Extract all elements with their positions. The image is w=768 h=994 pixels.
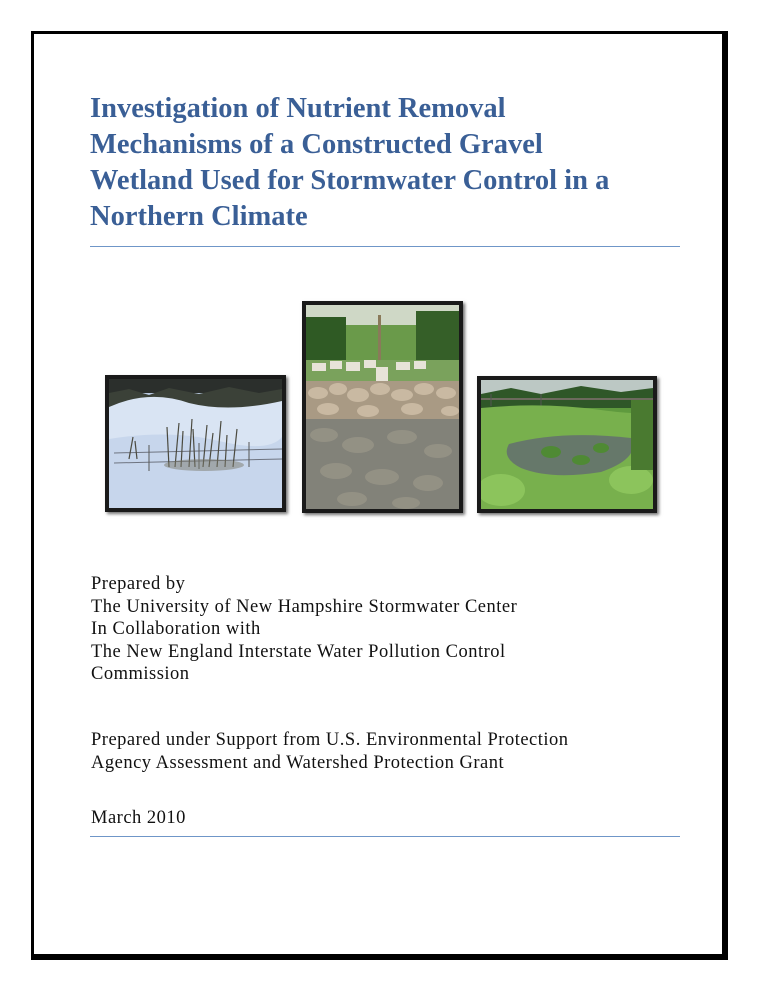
grassy-wetland-image bbox=[481, 380, 653, 509]
title-line: Investigation of Nutrient Removal bbox=[90, 93, 506, 124]
date-divider bbox=[90, 836, 680, 837]
prepared-line: Commission bbox=[91, 664, 190, 684]
gravel-wetland-pond-photo bbox=[302, 301, 463, 513]
snowy-wetland-image bbox=[109, 379, 282, 508]
title-divider bbox=[90, 246, 680, 247]
prepared-line: In Collaboration with bbox=[91, 619, 261, 639]
prepared-by-block bbox=[91, 573, 517, 686]
prepared-line: The New England Interstate Water Pollution Control bbox=[91, 641, 506, 662]
support-line: Prepared under Support from U.S. Environmental Protection bbox=[91, 730, 569, 750]
support-statement bbox=[91, 729, 569, 774]
rock-pond-image bbox=[306, 305, 459, 509]
prepared-line: The University of New Hampshire Stormwater Center bbox=[91, 596, 518, 617]
summer-wetland-photo bbox=[477, 376, 657, 513]
report-date: March 2010 bbox=[91, 808, 186, 828]
report-title bbox=[90, 91, 690, 235]
title-line: Wetland Used for Stormwater Control in a bbox=[90, 165, 610, 196]
support-line: Agency Assessment and Watershed Protection Grant bbox=[91, 752, 505, 773]
prepared-line: Prepared by bbox=[91, 574, 186, 594]
title-line: Mechanisms of a Constructed Gravel bbox=[90, 129, 543, 160]
title-line: Northern Climate bbox=[90, 201, 308, 232]
winter-wetland-photo bbox=[105, 375, 286, 512]
